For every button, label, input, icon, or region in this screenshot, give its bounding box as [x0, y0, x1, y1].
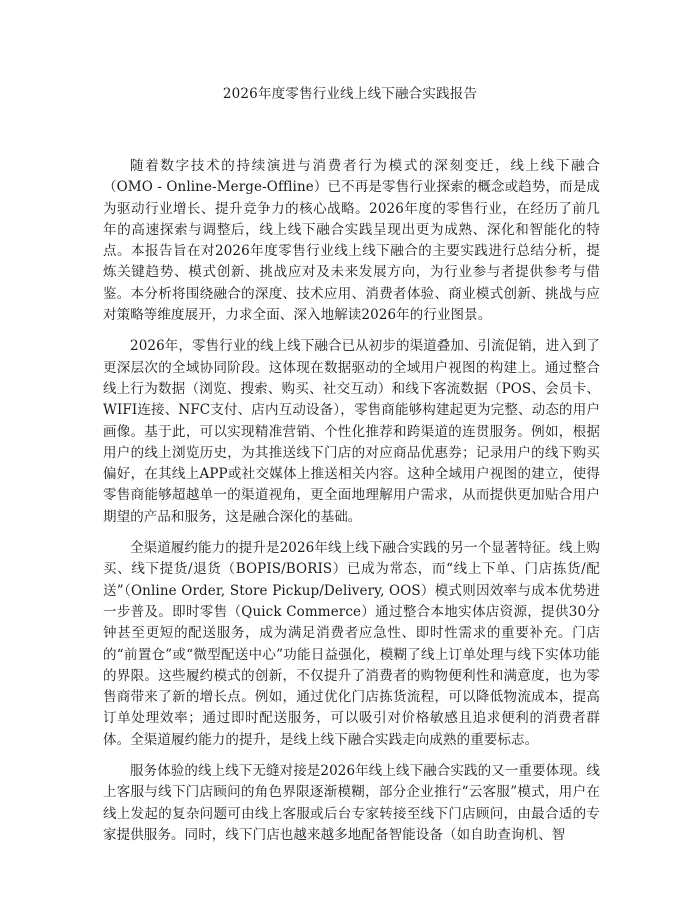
- paragraph-2: 2026年，零售行业的线上线下融合已从初步的渠道叠加、引流促销，进入到了更深层次的全域协同阶段。这体现在数据驱动的全域用户视图的构建上。通过整合线上行为数据（浏览、搜索、购买、社交互动）和线下客流数据（POS、会员卡、WIFI连接、NFC支付、店内互动设备），零售商能够构建起更为完整、动态的用户画像。基于此，可以实现精准营销、个性化推荐和跨渠道的连贯服务。例如，根据用户的线上浏览历史，为其推送线下门店的对应商品优惠券；记录用户的线下购买偏好，在其线上APP或社交媒体上推送相关内容。这种全域用户视图的建立，使得零售商能够超越单一的渠道视角，更全面地理解用户需求，从而提供更加贴合用户期望的产品和服务，这是融合深化的基础。: [103, 338, 600, 525]
- document-body: [103, 156, 600, 856]
- paragraph-3: 全渠道履约能力的提升是2026年线上线下融合实践的另一个显著特征。线上购买、线下提货/退货（BOPIS/BORIS）已成为常态，而“线上下单、门店拣货/配送”（Online Order, Store Pickup/Delivery, OOS）模式则因效率与成本优势进一步普及。即时零售（Quick Commerce）通过整合本地实体店资源，提供30分钟甚至更短的配送服务，成为满足消费者应急性、即时性需求的重要补充。门店的“前置仓”或“微型配送中心”功能日益强化，模糊了线上订单处理与线下实体功能的界限。这些履约模式的创新，不仅提升了消费者的购物便利性和满意度，也为零售商带来了新的增长点。例如，通过优化门店拣货流程，可以降低物流成本，提高订单处理效率；通过即时配送服务，可以吸引对价格敏感且追求便利的消费者群体。全渠道履约能力的提升，是线上线下融合实践走向成熟的重要标志。: [103, 540, 600, 748]
- paragraph-4: 服务体验的线上线下无缝对接是2026年线上线下融合实践的又一重要体现。线上客服与线下门店顾问的角色界限逐渐模糊，部分企业推行“云客服”模式，用户在线上发起的复杂问题可由线上客服或后台专家转接至线下门店顾问，由最合适的专家提供服务。同时，线下门店也越来越多地配备智能设备（如自助查询机、智: [103, 763, 600, 843]
- paragraph-1: 随着数字技术的持续演进与消费者行为模式的深刻变迁，线上线下融合（OMO - Online-Merge-Offline）已不再是零售行业探索的概念或趋势，而是成为驱动行业增长、提升竞争力的核心战略。2026年度的零售行业，在经历了前几年的高速探索与调整后，线上线下融合实践呈现出更为成熟、深化和智能化的特点。本报告旨在对2026年度零售行业线上线下融合的主要实践进行总结分析，提炼关键趋势、模式创新、挑战应对及未来发展方向，为行业参与者提供参考与借鉴。本分析将围绕融合的深度、技术应用、消费者体验、商业模式创新、挑战与应对策略等维度展开，力求全面、深入地解读2026年的行业图景。: [103, 158, 600, 324]
- document-title: 2026年度零售行业线上线下融合实践报告: [222, 86, 478, 102]
